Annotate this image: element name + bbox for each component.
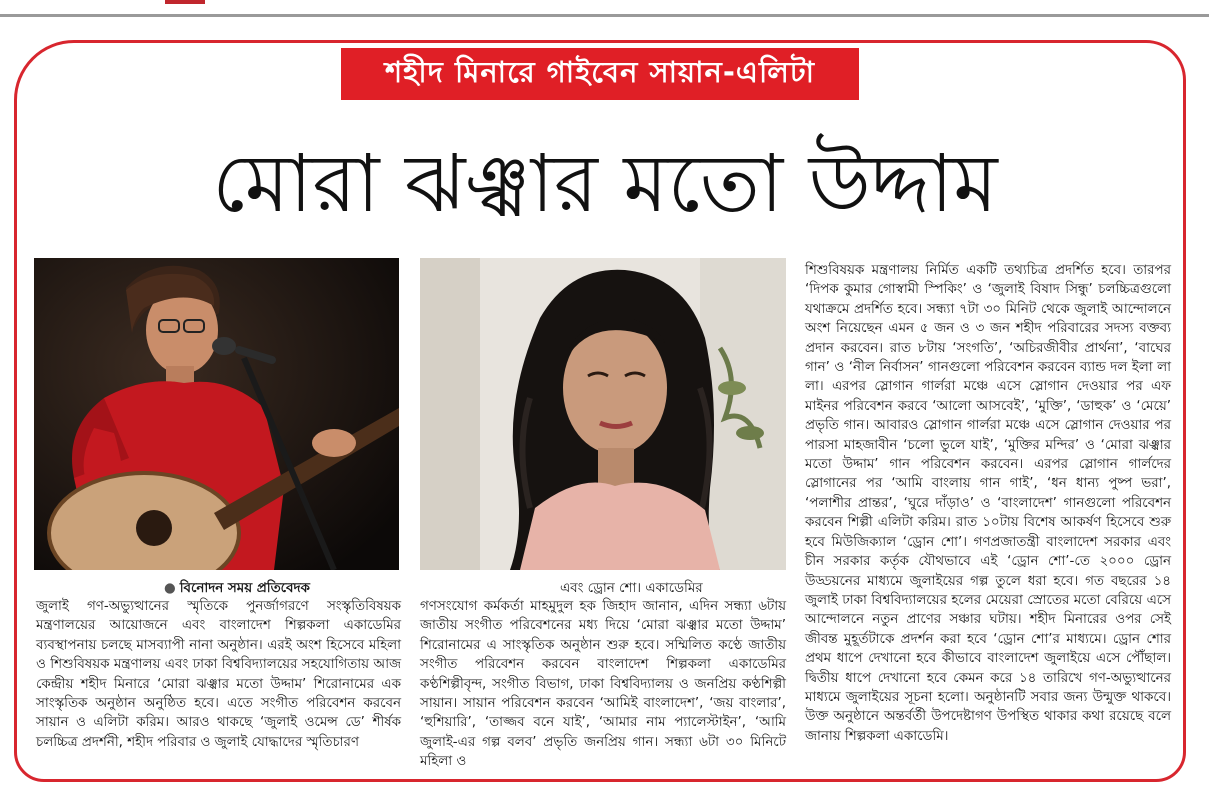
guitarist-singer-photo [34,258,399,570]
page-top-mark [165,0,205,4]
byline-text: বিনোদন সময় প্রতিবেদক [179,581,310,596]
article-column-3 [805,261,1171,746]
column-3-text: শিশুবিষয়ক মন্ত্রণালয় নির্মিত একটি তথ্যচিত্র প্রদর্শিত হবে। তারপর ‘দিপক কুমার গোস্বামী স্পিকিং’ ও ‘জুলাই বিষাদ সিন্ধু’ চলচ্চিত্রগুলো যথাক্রমে প্রদর্শিত হবে। সন্ধ্যা ৭টা ৩০ মিনিট থেকে জুলাই আন্দোলনে অংশ নিয়েছেন এমন ৫ জন ও ৩ জন শহীদ পরিবারের সদস্য বক্তব্য প্রদান করবেন। রাত ৮টায় ‘সংগতি’, ‘অচিরজীবীর প্রার্থনা’, ‘বাঘের গান’ ও ‘নীল নির্বাসন’ গানগুলো পরিবেশন করবেন ব্যান্ড দল ইলা লা লা। এরপর স্লোগান গার্লরা মঞ্চে এসে স্লোগান দেওয়ার পর এফ মাইনর পরিবেশন করবে ‘আলো আসবেই’, ‘মুক্তি’, ‘ডাহুক’ ও ‘মেয়ে’ প্রভৃতি গান। আবারও স্লোগান গার্লরা মঞ্চে এসে স্লোগান দেওয়ার পর পারসা মাহজাবীন ‘চলো ভুলে যাই’, ‘মুক্তির মন্দির’ ও ‘মোরা ঝঞ্ঝার মতো উদ্দাম’ গান পরিবেশন করবেন। এরপর স্লোগান গার্লদের স্লোগানের পর ‘আমি বাংলায় গান গাই’, ‘ধন ধান্য পুষ্প ভরা’, ‘পলাশীর প্রান্তর’, ‘ঘুরে দাঁড়াও’ ও ‘বাংলাদেশ’ গানগুলো পরিবেশন করবেন শিল্পী এলিটা করিম। রাত ১০টায় বিশেষ আকর্ষণ হিসেবে শুরু হবে মিউজিক্যাল ‘ড্রোন শো’। গণপ্রজাতন্ত্রী বাংলাদেশ সরকার এবং চীন সরকার কর্তৃক যৌথভাবে এই ‘ড্রোন শো’-তে ২০০০ ড্রোন উড্ডয়নের মাধ্যমে জুলাইয়ের গল্প তুলে ধরা হবে। গত বছরের ১৪ জুলাই ঢাকা বিশ্ববিদ্যালয়ের হলের মেয়েরা স্রোতের মতো বেরিয়ে এসে আন্দোলনে নতুন প্রাণের সঞ্চার ঘটায়। শহীদ মিনারের ওপর সেই জীবন্ত মুহূর্তটাকে প্রদর্শন করা হবে ‘ড্রোন শো’র মাধ্যমে। ড্রোন শোর প্রথম ধাপে দেখানো হবে কীভাবে বাংলাদেশ জুলাইয়ে এসে পৌঁছাল। দ্বিতীয় ধাপে দেখানো হবে কেমন করে ১৪ তারিখে গণ-অভ্যুত্থানের মাধ্যমে জুলাইয়ের সূচনা হলো। অনুষ্ঠানটি সবার জন্য উন্মুক্ত থাকবে। উক্ত অনুষ্ঠানে অন্তর্বর্তী উপদেষ্টাগণ উপস্থিত থাকার কথা রয়েছে বলে জানায় শিল্পকলা একাডেমি। [805,263,1171,744]
woman-portrait-photo [420,258,786,570]
column-2-text: গণসংযোগ কর্মকর্তা মাহমুদুল হক জিহাদ জানান, এদিন সন্ধ্যা ৬টায় জাতীয় সংগীত পরিবেশনের মধ্য দিয়ে ‘মোরা ঝঞ্ঝার মতো উদ্দাম’ শিরোনামের এ সাংস্কৃতিক অনুষ্ঠান শুরু হবে। সম্মিলিত কণ্ঠে জাতীয় সংগীত পরিবেশন করবেন বাংলাদেশ শিল্পকলা একাডেমির কণ্ঠশিল্পীবৃন্দ, সংগীত বিভাগ, ঢাকা বিশ্ববিদ্যালয় ও জনপ্রিয় কণ্ঠশিল্পী সায়ান। সায়ান পরিবেশন করবেন ‘আমিই বাংলাদেশ’, ‘জয় বাংলার’, ‘হুশিয়ারি’, ‘তাজ্জব বনে যাই’, ‘আমার নাম প্যালেস্টাইন’, ‘আমি জুলাই-এর গল্প বলব’ প্রভৃতি জনপ্রিয় গান। সন্ধ্যা ৬টা ৩০ মিনিটে মহিলা ও [420,599,786,770]
article-column-2 [420,597,786,772]
byline-bullet-icon: ● [164,581,176,596]
article-kicker: শহীদ মিনারে গাইবেন সায়ান-এলিটা [341,48,859,100]
article-headline: মোরা ঝঞ্ঝার মতো উদ্দাম [212,137,998,230]
column-2-lead: এবং ড্রোন শো। একাডেমির [560,581,703,596]
column-1-text: জুলাই গণ-অভ্যুত্থানের স্মৃতিকে পুনর্জাগরণে সংস্কৃতিবিষয়ক মন্ত্রণালয়ের আয়োজনে এবং বাংলাদেশ শিল্পকলা একাডেমির ব্যবস্থাপনায় চলছে মাসব্যাপী নানা অনুষ্ঠান। এরই অংশ হিসেবে মহিলা ও শিশুবিষয়ক মন্ত্রণালয় এবং ঢাকা বিশ্ববিদ্যালয়ের সহযোগিতায় আজ কেন্দ্রীয় শহীদ মিনারে ‘মোরা ঝঞ্ঝার মতো উদ্দাম’ শিরোনামের এক সাংস্কৃতিক অনুষ্ঠান অনুষ্ঠিত হবে। এতে সংগীত পরিবেশন করবেন সায়ান ও এলিটা করিম। আরও থাকছে ‘জুলাই ওমেন্স ডে’ শীর্ষক চলচ্চিত্র প্রদর্শনী, শহীদ পরিবার ও জুলাই যোদ্ধাদের স্মৃতিচারণ [36,599,401,750]
article-column-1 [36,597,401,752]
